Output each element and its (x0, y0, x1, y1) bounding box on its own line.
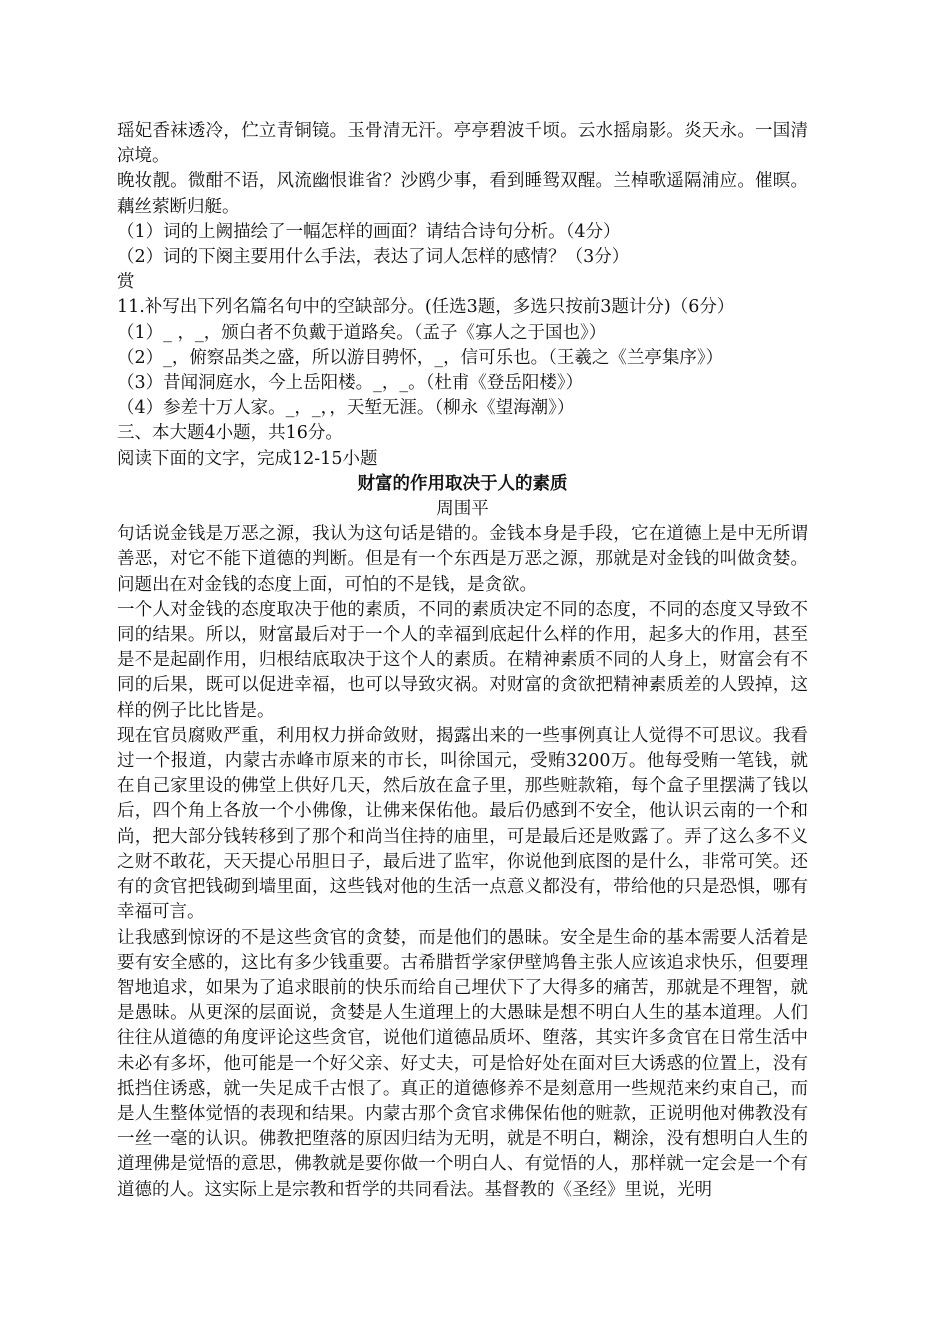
q11-item: （1）_ ，_，颁白者不负戴于道路矣。（孟子《寡人之于国也》） (117, 322, 607, 343)
article-paragraph: 句话说金钱是万恶之源，我认为这句话是错的。金钱本身是手段，它在道德上是中无所谓善恶，对它不能下道德的判断。但是有一个东西是万恶之源，那就是对金钱的叫做贪婪。问题出在对金钱的态度上面，可怕的不是钱，是贪欲。 (117, 524, 808, 595)
article-title: 财富的作用取决于人的素质 (357, 473, 568, 494)
section-heading: 三、本大题4小题，共16分。 (117, 423, 343, 444)
q11-item: （4）参差十万人家。_，_，，天堑无涯。（柳永《望海潮》） (117, 398, 575, 419)
article-paragraph: 现在官员腐败严重，利用权力拼命敛财，揭露出来的一些事例真让人觉得不可思议。我看过一个报道，内蒙古赤峰市原来的市长，叫徐国元，受贿3200万。他每受贿一笔钱，就在自己家里设的佛堂上供好几天，然后放在盒子里，那些赃款箱，每个盒子里摆满了钱以后，四个角上各放一个小佛像，让佛来保佑他。最后仍感到不安全，他认识云南的一个和尚，把大部分钱转移到了那个和尚当住持的庙里，可是最后还是败露了。弄了这么多不义之财不敢花，天天提心吊胆日子，最后进了监牢，你说他到底图的是什么，非常可笑。还有的贪官把钱砌到墙里面，这些钱对他的生活一点意义都没有，带给他的只是恐惧，哪有幸福可言。 (117, 725, 808, 923)
q11-prompt: 11.补写出下列名篇名句中的空缺部分。(任选3题，多选只按前3题计分)（6分） (117, 297, 735, 318)
article-author: 周围平 (436, 499, 489, 520)
q11-item: （2）_，俯察品类之盛，所以游目骋怀，_，信可乐也。（王羲之《兰亭集序》） (117, 347, 724, 368)
question-1: （1）词的上阙描绘了一幅怎样的画面？请结合诗句分析。（4分） (117, 221, 621, 242)
article-paragraph: 一个人对金钱的态度取决于他的素质，不同的素质决定不同的态度，不同的态度又导致不同的结果。所以，财富最后对于一个人的幸福到底起什么样的作用，起多大的作用，甚至是不是起副作用，归根结底取决于这个人的素质。在精神素质不同的人身上，财富会有不同的后果，既可以促进幸福，也可以导致灾祸。对财富的贪欲把精神素质差的人毁掉，这样的例子比比皆是。 (117, 599, 808, 721)
poem-line-2: 晚妆靓。微酣不语，风流幽恨谁省？沙鸥少事，看到睡鸳双醒。兰棹歌遥隔浦应。催暝。藕丝萦断归艇。 (117, 171, 808, 217)
poem-line-1: 瑶妃香袜透冷，伫立青铜镜。玉骨清无汗。亭亭碧波千顷。云水摇扇影。炎天永。一国清凉境。 (117, 121, 808, 167)
document-page (117, 119, 808, 1203)
q11-item: （3）昔闻洞庭水，今上岳阳楼。_，_。（杜甫《登岳阳楼》） (117, 373, 584, 394)
article-paragraph: 让我感到惊讶的不是这些贪官的贪婪，而是他们的愚昧。安全是生命的基本需要人活着是要有安全感的，这比有多少钱重要。古希腊哲学家伊壁鸠鲁主张人应该追求快乐，但要理智地追求，如果为了追求眼前的快乐而给自己埋伏下了大得多的痛苦，那就是不理智，就是愚昧。从更深的层面说，贪婪是人生道理上的大愚昧是想不明白人生的基本道理。人们往往从道德的角度评论这些贪官，说他们道德品质坏、堕落，其实许多贪官在日常生活中未必有多坏，他可能是一个好父亲、好丈夫，可是恰好处在面对巨大诱惑的位置上，没有抵挡住诱惑，就一失足成千古恨了。真正的道德修养不是刻意用一些规范来约束自己，而是人生整体觉悟的表现和结果。内蒙古那个贪官求佛保佑他的赃款，正说明他对佛教没有一丝一毫的认识。佛教把堕落的原因归结为无明，就是不明白，糊涂，没有想明白人生的道理佛是觉悟的意思，佛教就是要你做一个明白人、有觉悟的人，那样就一定会是一个有道德的人。这实际上是宗教和哲学的共同看法。基督教的《圣经》里说，光明 (117, 927, 808, 1200)
question-2: （2）词的下阕主要用什么手法，表达了词人怎样的感情？（3分） (117, 247, 630, 268)
question-tail: 赏 (117, 272, 135, 293)
section-instruction: 阅读下面的文字，完成12-15小题 (117, 448, 378, 469)
